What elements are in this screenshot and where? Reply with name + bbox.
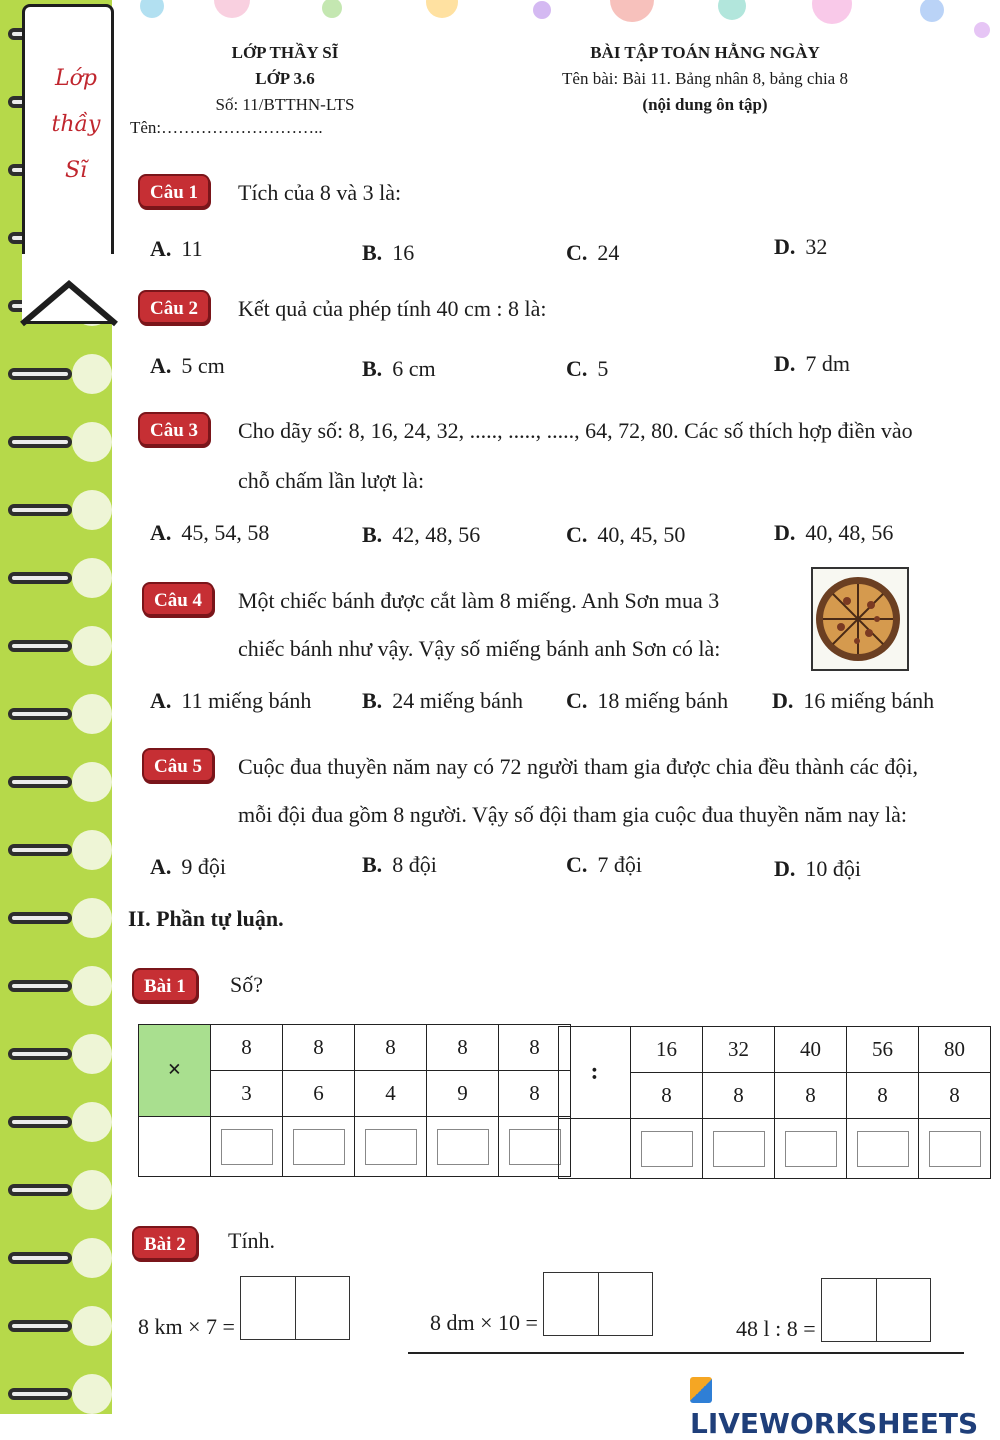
q2-option-a[interactable]: A. 5 cm <box>150 353 225 378</box>
div-divisor: 8 <box>703 1073 775 1119</box>
question-4-text-line2: chiếc bánh như vậy. Vậy số miếng bánh anh Sơn có là: <box>238 636 721 661</box>
binder-ring-icon <box>8 428 104 458</box>
calc-1-expression: 8 km × 7 = <box>138 1314 235 1339</box>
division-table <box>558 1026 991 1179</box>
divider-line <box>408 1352 964 1354</box>
question-3-text-line1: Cho dãy số: 8, 16, 24, 32, ....., ....., ....., 64, 72, 80. Các số thích hợp điền vào <box>238 418 913 443</box>
calc-1 <box>138 1276 350 1340</box>
question-4-badge: Câu 4 <box>142 582 214 616</box>
q3-option-d[interactable]: D. 40, 48, 56 <box>774 520 894 545</box>
q5-option-b[interactable]: B. 8 đội <box>362 852 437 877</box>
mult-factor-2: 6 <box>283 1071 355 1117</box>
exercise-1-badge: Bài 1 <box>132 968 198 1002</box>
ribbon-tail-icon <box>22 254 116 324</box>
mult-factor-1: 8 <box>427 1025 499 1071</box>
binder-ring-icon <box>8 564 104 594</box>
q2-option-c[interactable]: C. 5 <box>566 356 609 381</box>
exercise-2-badge: Bài 2 <box>132 1226 198 1260</box>
q4-option-a[interactable]: A. 11 miếng bánh <box>150 688 312 713</box>
div-answer-box[interactable] <box>929 1131 981 1167</box>
div-answer-box[interactable] <box>857 1131 909 1167</box>
div-dividend: 32 <box>703 1027 775 1073</box>
question-5-text-line2: mỗi đội đua gồm 8 người. Vậy số đội tham gia cuộc đua thuyền năm nay là: <box>238 802 907 827</box>
q1-option-d[interactable]: D. 32 <box>774 234 828 259</box>
worksheet-title: BÀI TẬP TOÁN HẰNG NGÀY <box>590 43 820 62</box>
div-dividend: 56 <box>847 1027 919 1073</box>
class-name: LỚP THẦY SĨ <box>231 43 339 62</box>
div-answer-box[interactable] <box>785 1131 837 1167</box>
q1-option-c[interactable]: C. 24 <box>566 240 620 265</box>
mult-answer-box[interactable] <box>365 1129 417 1165</box>
q5-option-a[interactable]: A. 9 đội <box>150 854 227 879</box>
binder-ring-icon <box>8 1380 104 1410</box>
teacher-signature: Lớp thầy Sĩ <box>51 66 101 183</box>
multiplication-table <box>138 1024 571 1177</box>
question-4-text-line1: Một chiếc bánh được cắt làm 8 miếng. Anh Sơn mua 3 <box>238 588 720 613</box>
question-3-text-line2: chỗ chấm lần lượt là: <box>238 468 425 493</box>
div-answer-box[interactable] <box>713 1131 765 1167</box>
calc-3-answer-box[interactable] <box>821 1278 931 1342</box>
binder-ring-icon <box>8 360 104 390</box>
q5-option-d[interactable]: D. 10 đội <box>774 856 862 881</box>
mult-result-label <box>139 1117 211 1177</box>
binder-ring-icon <box>8 1108 104 1138</box>
multiply-sign: × <box>139 1025 211 1117</box>
liveworksheets-icon <box>690 1377 712 1403</box>
mult-answer-box[interactable] <box>221 1129 273 1165</box>
div-divisor: 8 <box>631 1073 703 1119</box>
div-dividend: 40 <box>775 1027 847 1073</box>
question-1-text: Tích của 8 và 3 là: <box>238 180 402 205</box>
question-1-badge: Câu 1 <box>138 174 210 208</box>
part-2-title: II. Phần tự luận. <box>128 906 284 931</box>
div-divisor: 8 <box>919 1073 991 1119</box>
mult-factor-1: 8 <box>283 1025 355 1071</box>
binder-ring-icon <box>8 632 104 662</box>
calc-2-answer-box[interactable] <box>543 1272 653 1336</box>
mult-factor-2: 8 <box>499 1071 571 1117</box>
q3-option-c[interactable]: C. 40, 45, 50 <box>566 522 686 547</box>
binder-ring-icon <box>8 1312 104 1342</box>
q2-option-d[interactable]: D. 7 dm <box>774 351 851 376</box>
grade: LỚP 3.6 <box>255 69 315 88</box>
div-divisor: 8 <box>775 1073 847 1119</box>
mult-factor-1: 8 <box>211 1025 283 1071</box>
calc-3-expression: 48 l : 8 = <box>736 1316 816 1341</box>
binder-ring-icon <box>8 700 104 730</box>
div-result-label <box>559 1119 631 1179</box>
q3-option-b[interactable]: B. 42, 48, 56 <box>362 522 481 547</box>
question-5-text-line1: Cuộc đua thuyền năm nay có 72 người tham gia được chia đều thành các đội, <box>238 754 919 779</box>
question-2-text: Kết quả của phép tính 40 cm : 8 là: <box>238 296 547 321</box>
mult-factor-2: 9 <box>427 1071 499 1117</box>
lesson-name: Tên bài: Bài 11. Bảng nhân 8, bảng chia 8 <box>562 69 848 88</box>
div-answer-box[interactable] <box>641 1131 693 1167</box>
pizza-image <box>811 567 909 671</box>
mult-answer-box[interactable] <box>293 1129 345 1165</box>
binder-ring-icon <box>8 972 104 1002</box>
binder-ring-icon <box>8 768 104 798</box>
question-3-badge: Câu 3 <box>138 412 210 446</box>
calc-2-expression: 8 dm × 10 = <box>430 1310 538 1335</box>
question-2-badge: Câu 2 <box>138 290 210 324</box>
q5-option-c[interactable]: C. 7 đội <box>566 852 643 877</box>
mult-factor-2: 3 <box>211 1071 283 1117</box>
mult-factor-1: 8 <box>355 1025 427 1071</box>
mult-answer-box[interactable] <box>509 1129 561 1165</box>
q1-option-a[interactable]: A. 11 <box>150 236 203 261</box>
exercise-2-text: Tính. <box>228 1228 276 1253</box>
mult-factor-2: 4 <box>355 1071 427 1117</box>
student-name-field[interactable]: Tên:……………………….. <box>130 118 323 137</box>
binder-ring-icon <box>8 904 104 934</box>
binder-ring-icon <box>8 1040 104 1070</box>
binder-ring-icon <box>8 1244 104 1274</box>
binder-ring-icon <box>8 1176 104 1206</box>
div-divisor: 8 <box>847 1073 919 1119</box>
q4-option-d[interactable]: D. 16 miếng bánh <box>772 688 935 713</box>
header-right <box>505 40 905 118</box>
q3-option-a[interactable]: A. 45, 54, 58 <box>150 520 270 545</box>
div-dividend: 16 <box>631 1027 703 1073</box>
calc-3 <box>736 1278 931 1342</box>
binder-ring-icon <box>8 496 104 526</box>
divide-sign: : <box>559 1027 631 1119</box>
document-number: Số: 11/BTTHN-LTS <box>215 95 355 114</box>
mult-factor-1: 8 <box>499 1025 571 1071</box>
q4-option-b[interactable]: B. 24 miếng bánh <box>362 688 523 713</box>
calc-1-answer-box[interactable] <box>240 1276 350 1340</box>
mult-answer-box[interactable] <box>437 1129 489 1165</box>
lesson-note: (nội dung ôn tập) <box>642 95 768 114</box>
header-left <box>180 40 390 118</box>
calc-2 <box>430 1272 653 1336</box>
binder-ring-icon <box>8 836 104 866</box>
div-dividend: 80 <box>919 1027 991 1073</box>
question-5-badge: Câu 5 <box>142 748 214 782</box>
q4-option-c[interactable]: C. 18 miếng bánh <box>566 688 729 713</box>
liveworksheets-logo[interactable]: LIVEWORKSHEETS <box>690 1374 1000 1440</box>
q1-option-b[interactable]: B. 16 <box>362 240 415 265</box>
exercise-1-text: Số? <box>230 972 263 997</box>
q2-option-b[interactable]: B. 6 cm <box>362 356 436 381</box>
